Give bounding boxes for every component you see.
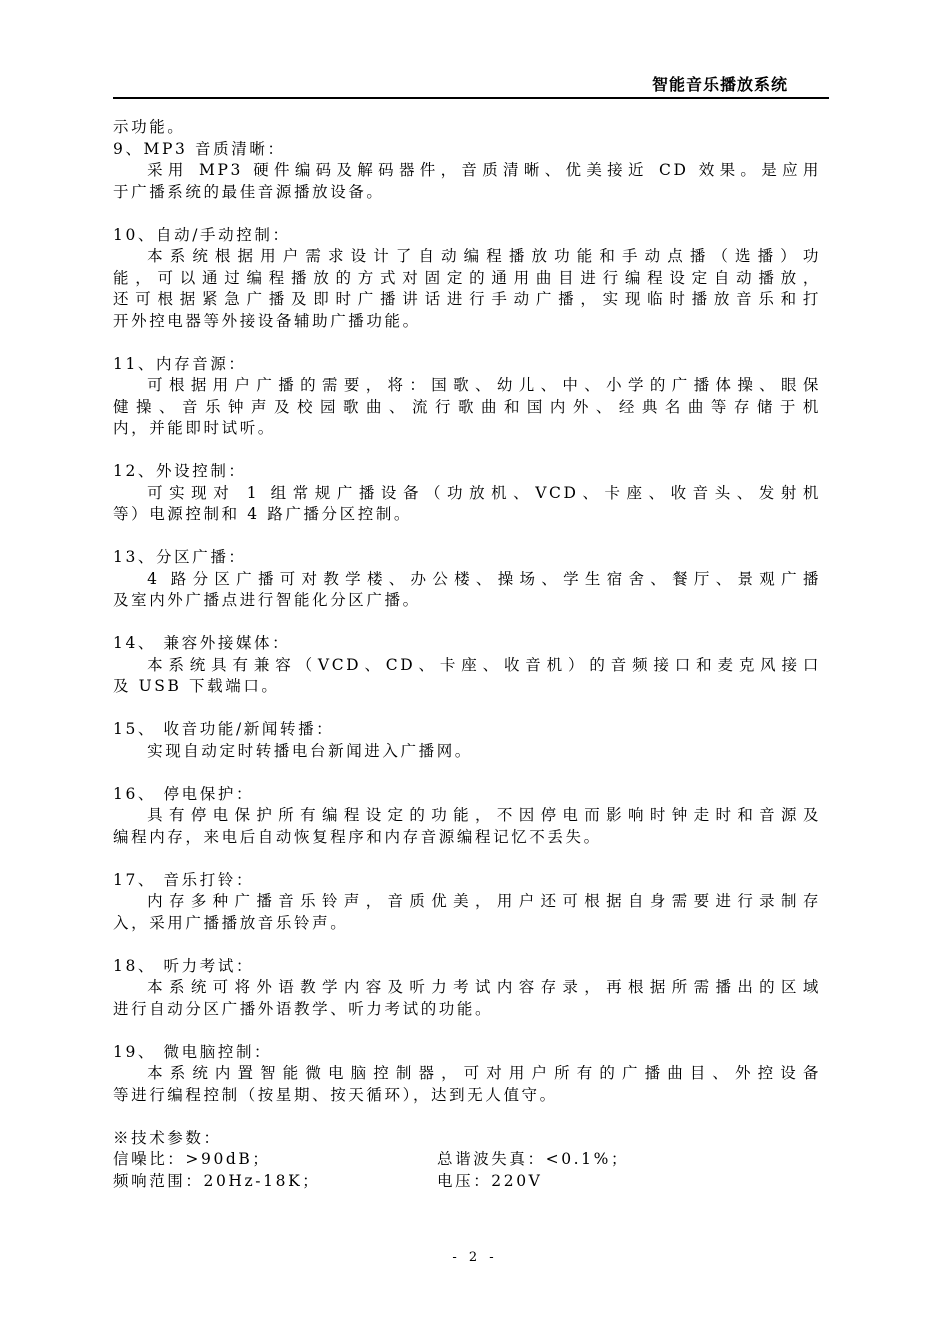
paragraph-line: 及 USB 下载端口。 <box>113 677 280 695</box>
paragraph-line: 等）电源控制和 4 路广播分区控制。 <box>113 505 413 523</box>
section-heading: 10、自动/手动控制： <box>113 225 291 244</box>
paragraph-line: 本系统根据用户需求设计了自动编程播放功能和手动点播（选播）功 <box>147 247 821 265</box>
paragraph-line: 本系统可将外语教学内容及听力考试内容存录，再根据所需播出的区域 <box>147 978 821 996</box>
section-15 <box>113 719 821 762</box>
tech-params-title: ※技术参数： <box>113 1128 222 1147</box>
section-18 <box>113 956 821 1021</box>
paragraph-line: 健操、音乐钟声及校园歌曲、流行歌曲和国内外、经典名曲等存储于机 <box>113 397 821 416</box>
intro-line: 示功能。 <box>113 118 186 136</box>
param-voltage: 电压：220V <box>437 1171 543 1190</box>
header-rule <box>113 97 829 99</box>
paragraph-line: 具有停电保护所有编程设定的功能，不因停电而影响时钟走时和音源及 <box>147 806 821 824</box>
section-10 <box>113 225 821 333</box>
section-heading: 14、 兼容外接媒体： <box>113 634 291 652</box>
paragraph-line: 4 路分区广播可对教学楼、办公楼、操场、学生宿舍、餐厅、景观广播 <box>147 569 821 588</box>
paragraph-line: 等进行编程控制（按星期、按天循环），达到无人值守。 <box>113 1085 558 1104</box>
header-title: 智能音乐播放系统 <box>651 75 788 94</box>
section-12 <box>113 461 821 526</box>
paragraph-line: 内，并能即时试听。 <box>113 419 276 437</box>
tech-params <box>113 1128 821 1193</box>
param-thd: 总谐波失真：<0.1%； <box>437 1150 630 1168</box>
paragraph-line: 内存多种广播音乐铃声，音质优美，用户还可根据自身需要进行录制存 <box>147 892 821 910</box>
section-heading: 15、 收音功能/新闻转播： <box>113 720 335 738</box>
paragraph-line: 本系统具有兼容（VCD、CD、卡座、收音机）的音频接口和麦克风接口 <box>147 655 821 674</box>
paragraph-line: 本系统内置智能微电脑控制器，可对用户所有的广播曲目、外控设备 <box>147 1064 821 1082</box>
paragraph-line: 进行自动分区广播外语教学、听力考试的功能。 <box>113 999 494 1018</box>
paragraph-line: 实现自动定时转播电台新闻进入广播网。 <box>147 741 473 760</box>
paragraph-line: 于广播系统的最佳音源播放设备。 <box>113 182 385 201</box>
paragraph-line: 开外控电器等外接设备辅助广播功能。 <box>113 311 421 330</box>
paragraph-line: 还可根据紧急广播及即时广播讲话进行手动广播，实现临时播放音乐和打 <box>113 290 821 308</box>
param-frequency-response: 频响范围：20Hz-18K； <box>113 1171 321 1190</box>
tech-params-row <box>113 1149 821 1171</box>
param-snr: 信噪比：>90dB； <box>113 1150 271 1168</box>
paragraph-line: 可实现对 1 组常规广播设备（功放机、VCD、卡座、收音头、发射机 <box>147 483 821 502</box>
section-13 <box>113 547 821 612</box>
section-heading: 11、内存音源： <box>113 354 247 373</box>
section-heading: 18、 听力考试： <box>113 956 255 975</box>
section-11 <box>113 354 821 440</box>
section-16 <box>113 784 821 849</box>
section-heading: 17、 音乐打铃： <box>113 870 255 889</box>
page-number: - 2 - <box>452 1250 498 1265</box>
paragraph-line: 可根据用户广播的需要，将：国歌、幼儿、中、小学的广播体操、眼保 <box>147 376 821 394</box>
paragraph-line: 及室内外广播点进行智能化分区广播。 <box>113 591 421 609</box>
section-heading: 19、 微电脑控制： <box>113 1042 273 1061</box>
section-heading: 9、MP3 音质清晰： <box>113 139 286 158</box>
paragraph-line: 能，可以通过编程播放的方式对固定的通用曲目进行编程设定自动播放， <box>113 268 821 287</box>
section-heading: 12、外设控制： <box>113 462 247 480</box>
paragraph-line: 编程内存，来电后自动恢复程序和内存音源编程记忆不丢失。 <box>113 827 602 846</box>
paragraph-line: 采用 MP3 硬件编码及解码器件，音质清晰、优美接近 CD 效果。是应用 <box>147 161 821 179</box>
section-17 <box>113 870 821 935</box>
section-heading: 16、 停电保护： <box>113 784 255 803</box>
paragraph-line: 入，采用广播播放音乐铃声。 <box>113 913 349 932</box>
section-heading: 13、分区广播： <box>113 548 247 566</box>
section-19 <box>113 1042 821 1107</box>
section-14 <box>113 633 821 698</box>
document-body <box>113 117 821 1192</box>
section-9 <box>113 139 821 204</box>
tech-params-row <box>113 1171 821 1193</box>
